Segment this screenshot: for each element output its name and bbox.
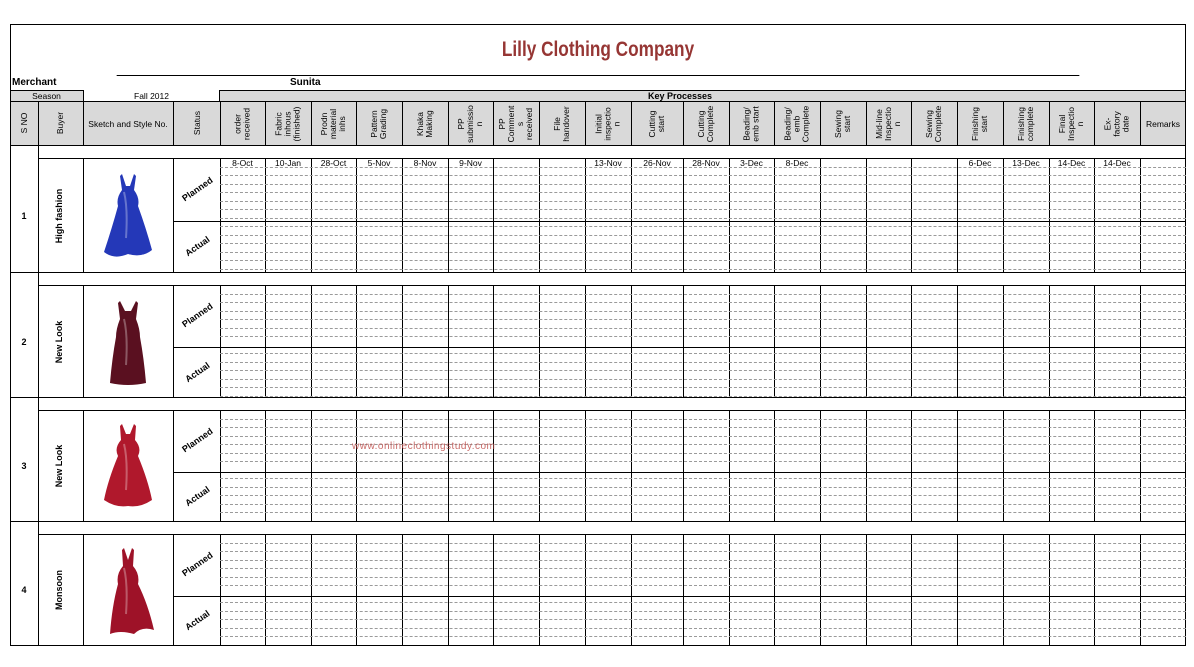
dashed-line xyxy=(220,602,1186,603)
col-divider xyxy=(173,158,174,273)
dashed-line xyxy=(220,353,1186,354)
process-label: Finishing complete xyxy=(1016,106,1035,142)
style-buyer: High fashion xyxy=(54,188,64,243)
col-divider xyxy=(38,146,39,273)
planned-date: 3-Dec xyxy=(740,158,763,168)
process-label: Khaka Making xyxy=(415,110,434,138)
header-process xyxy=(265,102,311,146)
dress-sketch-icon xyxy=(98,295,158,391)
header-sno: S NO xyxy=(19,112,29,134)
dashed-line xyxy=(220,184,1186,185)
header-process xyxy=(911,102,957,146)
col-divider xyxy=(173,534,174,646)
block-top-line xyxy=(38,410,1186,411)
process-label: Finishing start xyxy=(970,106,989,142)
col-divider xyxy=(38,398,39,522)
style-sno: 3 xyxy=(21,461,27,471)
dashed-line xyxy=(220,302,1186,303)
dashed-line xyxy=(220,495,1186,496)
header-process xyxy=(493,102,539,146)
header-divider xyxy=(38,102,39,146)
dashed-line xyxy=(220,453,1186,454)
process-label: File handover xyxy=(552,106,571,142)
header-process xyxy=(585,102,631,146)
dashed-line xyxy=(220,209,1186,210)
dashed-line xyxy=(220,201,1186,202)
process-label: PP submissio n xyxy=(456,105,484,143)
planned-date: 8-Dec xyxy=(785,158,809,168)
actual-label: Actual xyxy=(183,234,212,259)
header-process xyxy=(539,102,585,146)
planned-label: Planned xyxy=(180,174,215,203)
col-divider xyxy=(173,410,174,522)
header-process xyxy=(729,102,774,146)
process-label: Pattern Grading xyxy=(369,108,388,140)
block-top-line xyxy=(38,285,1186,286)
dashed-line xyxy=(220,235,1186,236)
col-divider xyxy=(83,158,84,273)
process-label: Ex- factory date xyxy=(1102,111,1131,137)
style-buyer: New Look xyxy=(54,444,64,488)
merchant-label: Merchant xyxy=(12,77,57,88)
merchant-name: Sunita xyxy=(290,77,321,88)
block-top-line xyxy=(38,534,1186,535)
dashed-line xyxy=(220,362,1186,363)
dashed-line xyxy=(220,560,1186,561)
process-label: Beading/ emb start xyxy=(741,106,761,142)
process-label: PP Comment s received xyxy=(497,105,534,143)
actual-label: Actual xyxy=(183,484,212,509)
col-divider xyxy=(83,534,84,646)
header-status: Status xyxy=(192,110,202,136)
process-label: Beading/ emb Complete xyxy=(782,105,811,143)
header-process xyxy=(311,102,356,146)
dashed-line xyxy=(220,260,1186,261)
style-sno: 2 xyxy=(21,336,27,347)
dress-sketch-icon xyxy=(98,420,158,516)
planned-actual-divider xyxy=(173,596,1186,597)
planned-date: 9-Nov xyxy=(459,158,482,168)
style-sno: 1 xyxy=(21,210,27,221)
col-divider xyxy=(83,285,84,398)
dashed-line xyxy=(220,294,1186,295)
process-label: order received xyxy=(232,107,252,141)
planned-actual-divider xyxy=(173,347,1186,348)
merchant-row xyxy=(10,75,1186,90)
header-process xyxy=(220,102,265,146)
dashed-line xyxy=(220,504,1186,505)
process-label: Sewing start xyxy=(833,110,852,138)
dashed-line xyxy=(220,252,1186,253)
header-process xyxy=(683,102,729,146)
dashed-line xyxy=(220,568,1186,569)
header-process xyxy=(820,102,866,146)
dashed-line xyxy=(220,387,1186,388)
dashed-line xyxy=(220,628,1186,629)
process-label: Cutting start xyxy=(647,110,666,138)
style-buyer: New Look xyxy=(54,320,64,363)
dashed-line xyxy=(220,577,1186,578)
dashed-line xyxy=(220,512,1186,513)
header-process xyxy=(1094,102,1140,146)
col-divider xyxy=(83,410,84,522)
watermark: www.onlineclothingstudy.com xyxy=(352,441,496,452)
process-label: Initial inspectio n xyxy=(593,107,622,141)
dashed-line xyxy=(220,311,1186,312)
header-process xyxy=(866,102,911,146)
dashed-line xyxy=(220,543,1186,544)
dashed-line xyxy=(220,175,1186,176)
dashed-line xyxy=(220,319,1186,320)
dashed-line xyxy=(220,436,1186,437)
planned-date: 8-Oct xyxy=(232,158,253,168)
process-label: Cutting Complete xyxy=(696,105,715,143)
process-label: Mid-line Inspectio n xyxy=(874,106,902,142)
header-divider xyxy=(173,102,174,146)
dashed-line xyxy=(220,269,1186,270)
planned-date: 14-Dec xyxy=(1057,158,1086,168)
planned-date: 13-Nov xyxy=(594,158,622,168)
season-value: Fall 2012 xyxy=(134,91,169,101)
process-label: Prodn material inhs xyxy=(319,108,347,140)
planned-label: Planned xyxy=(180,426,215,455)
dashed-line xyxy=(220,243,1186,244)
header-process xyxy=(1049,102,1094,146)
planned-actual-divider xyxy=(173,221,1186,222)
dashed-line xyxy=(220,636,1186,637)
dashed-line xyxy=(220,478,1186,479)
planned-date: 10-Jan xyxy=(275,158,301,168)
dashed-line xyxy=(220,419,1186,420)
col-divider xyxy=(38,522,39,646)
dashed-line xyxy=(220,461,1186,462)
dashed-line xyxy=(220,427,1186,428)
dashed-line xyxy=(220,619,1186,620)
dashed-line xyxy=(220,379,1186,380)
header-buyer: Buyer xyxy=(55,111,65,135)
dashed-line xyxy=(220,328,1186,329)
header-remarks: Remarks xyxy=(1145,119,1180,129)
dress-sketch-icon xyxy=(98,544,158,640)
dashed-line xyxy=(220,611,1186,612)
header-process xyxy=(774,102,820,146)
header-process xyxy=(402,102,448,146)
company-title: Lilly Clothing Company xyxy=(117,25,1080,76)
planned-date: 28-Nov xyxy=(692,158,720,168)
dress-sketch-icon xyxy=(98,168,158,264)
dashed-line xyxy=(220,551,1186,552)
dashed-line xyxy=(220,585,1186,586)
dashed-line xyxy=(220,226,1186,227)
planned-label: Planned xyxy=(180,550,215,579)
header-process xyxy=(631,102,683,146)
actual-label: Actual xyxy=(183,608,212,633)
dashed-line xyxy=(220,370,1186,371)
style-sno: 4 xyxy=(21,585,27,595)
col-divider xyxy=(173,285,174,398)
planned-label: Planned xyxy=(180,301,215,330)
col-divider xyxy=(38,273,39,398)
planned-date: 14-Dec xyxy=(1103,158,1131,168)
planned-date: 26-Nov xyxy=(643,158,671,168)
actual-label: Actual xyxy=(183,359,212,384)
planned-date: 6-Dec xyxy=(968,158,992,168)
dashed-line xyxy=(220,396,1186,397)
planned-date: 28-Oct xyxy=(320,158,347,168)
header-sketch: Sketch and Style No. xyxy=(88,119,168,129)
header-process xyxy=(957,102,1003,146)
process-label: Sewing Complete xyxy=(924,105,943,143)
dashed-line xyxy=(220,192,1186,193)
header-process xyxy=(1003,102,1049,146)
key-processes-label: Key Processes xyxy=(647,91,713,101)
process-label: Fabric inhous (finished) xyxy=(273,106,302,142)
dashed-line xyxy=(220,487,1186,488)
planned-date: 5-Nov xyxy=(367,158,391,168)
header-process xyxy=(356,102,402,146)
planned-date: 13-Dec xyxy=(1012,158,1040,168)
dashed-line xyxy=(220,336,1186,337)
header-process xyxy=(448,102,493,146)
dashed-line xyxy=(220,218,1186,219)
style-buyer: Monsoon xyxy=(54,570,64,610)
season-label: Season xyxy=(32,91,61,101)
planned-date: 8-Nov xyxy=(413,158,437,168)
process-label: Final Inspectio n xyxy=(1057,106,1085,142)
planned-actual-divider xyxy=(173,472,1186,473)
